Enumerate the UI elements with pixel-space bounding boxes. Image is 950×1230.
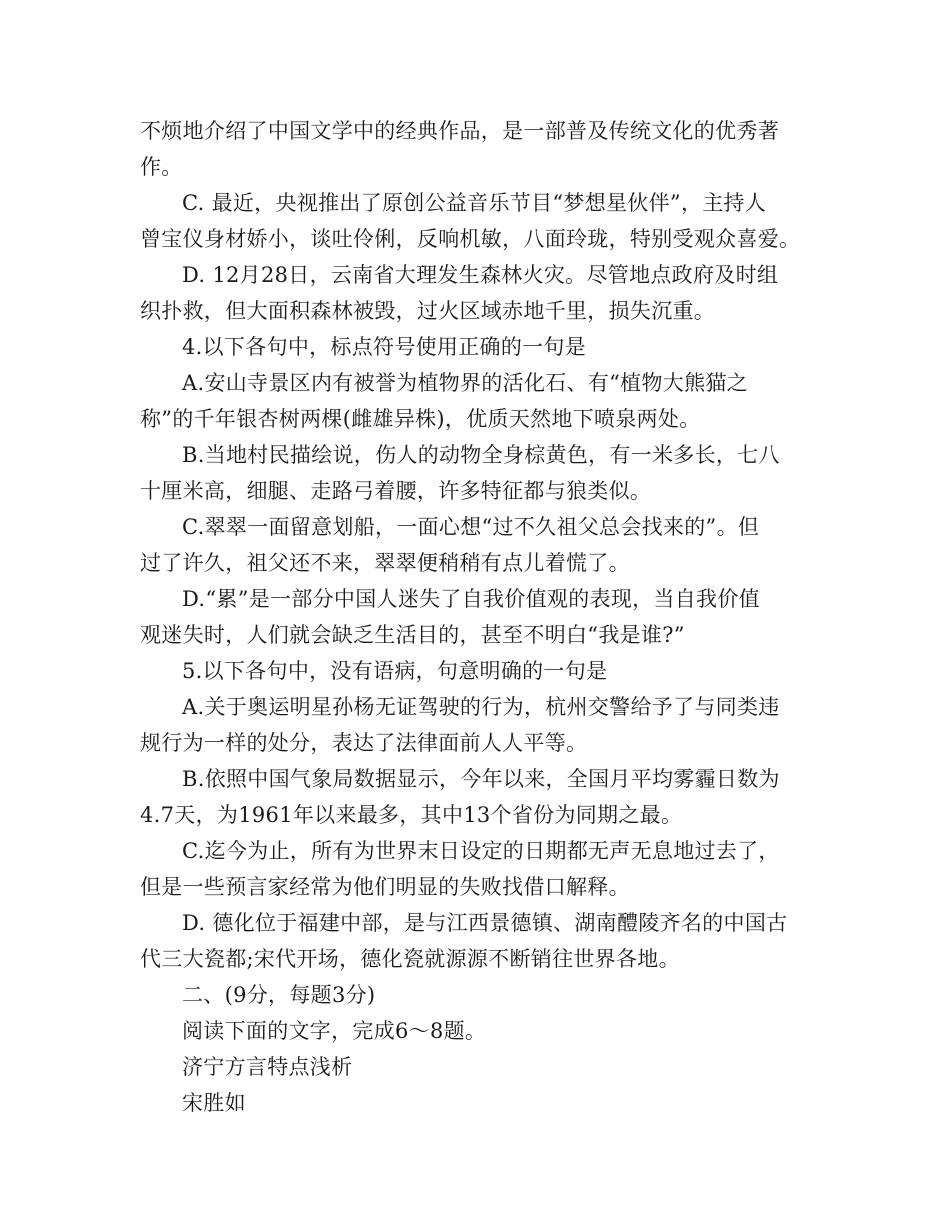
article-author: 宋胜如 — [182, 1091, 246, 1115]
text-line: C.翠翠一面留意划船，一面心想“过不久祖父总会找来的”。但 — [182, 515, 760, 539]
text-line: D. 德化位于福建中部，是与江西景德镇、湖南醴陵齐名的中国古 — [182, 911, 788, 935]
text-line: D. 12月28日，云南省大理发生森林火灾。尽管地点政府及时组 — [182, 263, 779, 287]
text-line: 不烦地介绍了中国文学中的经典作品，是一部普及传统文化的优秀著 — [140, 119, 779, 143]
text-line: 织扑救，但大面积森林被毁，过火区域赤地千里，损失沉重。 — [140, 299, 716, 323]
section-heading: 二、(9分，每题3分) — [182, 983, 376, 1007]
text-line: B.当地村民描绘说，伤人的动物全身棕黄色，有一米多长，七八 — [182, 443, 780, 467]
text-line: 代三大瓷都;宋代开场，德化瓷就源源不断销往世界各地。 — [140, 947, 680, 971]
document-body — [140, 113, 812, 1121]
text-line: C.迄今为止，所有为世界末日设定的日期都无声无息地过去了， — [182, 839, 780, 863]
question-heading: 4.以下各句中，标点符号使用正确的一句是 — [182, 335, 587, 359]
question-heading: 5.以下各句中，没有语病，句意明确的一句是 — [182, 659, 608, 683]
text-line: A.安山寺景区内有被誉为植物界的活化石、有“植物大熊猫之 — [182, 371, 748, 395]
instruction-line: 阅读下面的文字，完成6～8题。 — [182, 1019, 487, 1043]
text-line: C. 最近，央视推出了原创公益音乐节目“梦想星伙伴”，主持人 — [182, 191, 767, 215]
text-line: 观迷失时，人们就会缺乏生活目的，甚至不明白“我是谁?” — [140, 623, 685, 647]
text-line: 过了许久，祖父还不来，翠翠便稍稍有点儿着慌了。 — [140, 551, 630, 575]
text-line: 规行为一样的处分，表达了法律面前人人平等。 — [140, 731, 588, 755]
text-line: 但是一些预言家经常为他们明显的失败找借口解释。 — [140, 875, 630, 899]
text-line: 十厘米高，细腿、走路弓着腰，许多特征都与狼类似。 — [140, 479, 652, 503]
text-line: A.关于奥运明星孙杨无证驾驶的行为，杭州交警给予了与同类违 — [182, 695, 780, 719]
text-line: B.依照中国气象局数据显示，今年以来，全国月平均雾霾日数为 — [182, 767, 780, 791]
article-title: 济宁方言特点浅析 — [182, 1055, 353, 1079]
text-line: 作。 — [140, 155, 183, 179]
text-line: 曾宝仪身材娇小，谈吐伶俐，反响机敏，八面玲珑，特别受观众喜爱。 — [140, 227, 801, 251]
text-line: D.“累”是一部分中国人迷失了自我价值观的表现，当自我价值 — [182, 587, 760, 611]
text-line: 称”的千年银杏树两棵(雌雄异株)，优质天然地下喷泉两处。 — [140, 407, 701, 431]
text-line: 4.7天，为1961年以来最多，其中13个省份为同期之最。 — [140, 803, 683, 827]
